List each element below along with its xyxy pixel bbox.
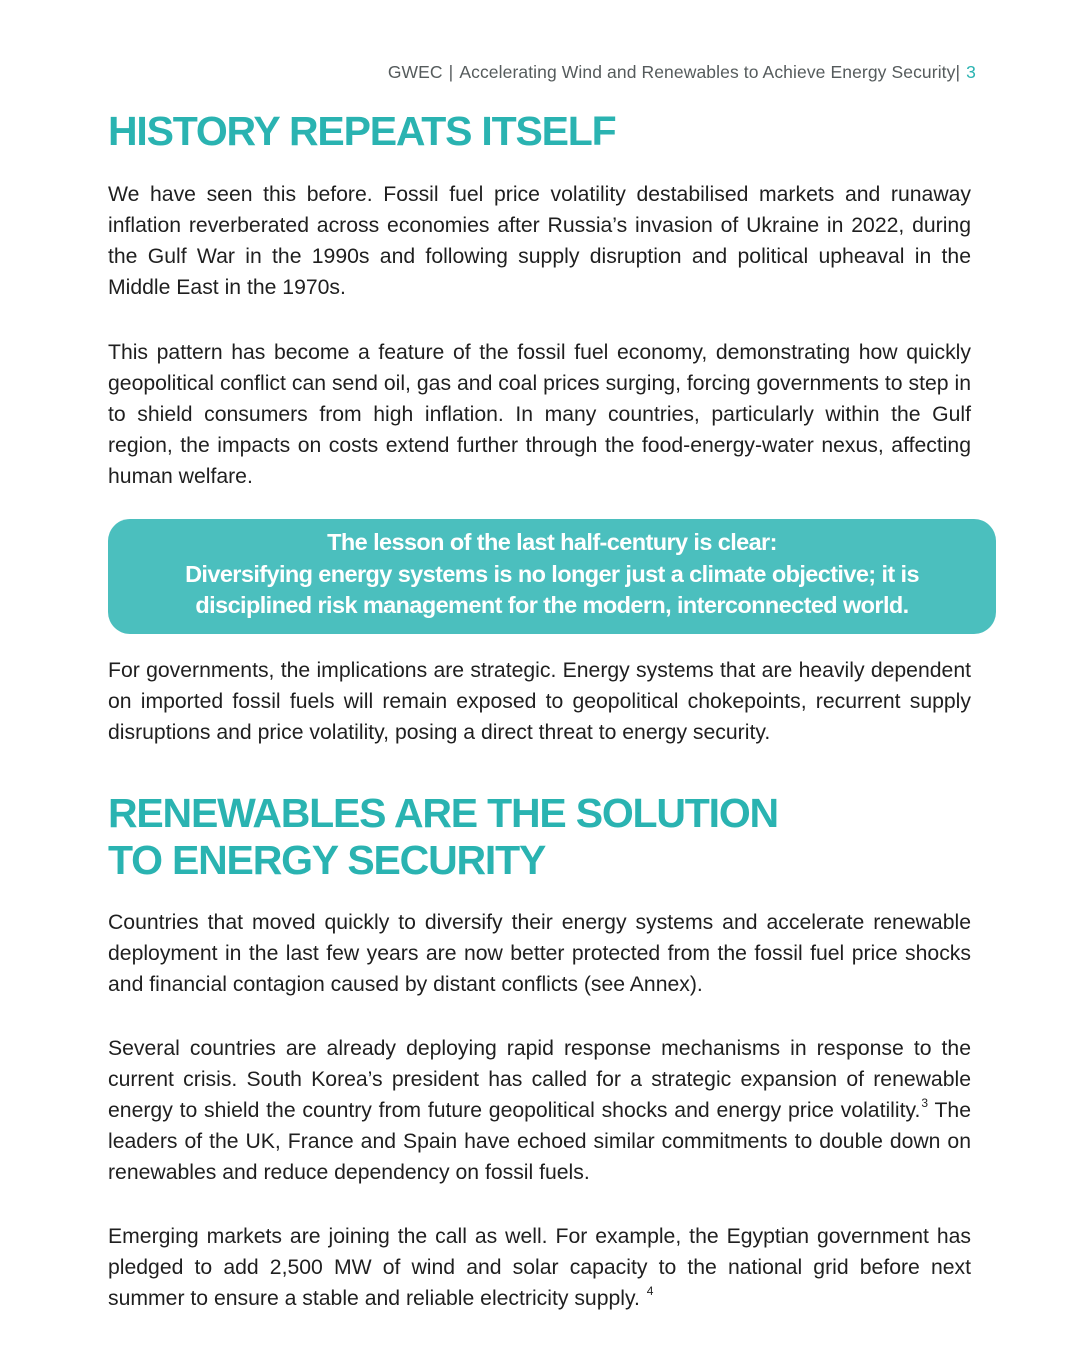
section-history <box>108 108 971 155</box>
implications-paragraph: For governments, the implications are strategic. Energy systems that are heavily dependent on imported fossil fuels will remain exposed to geopolitical chokepoints, recurrent supply disruptions and price volatility, posing a direct threat to energy security. <box>108 659 971 744</box>
section-title-renewables-line-2: TO ENERGY SECURITY <box>108 837 546 883</box>
header-org: GWEC <box>387 62 443 82</box>
renewables-paragraph-3-text: Emerging markets are joining the call as well. For example, the Egyptian government has pledged to add 2,500 MW of wind and solar capacity to the national grid before next summer to ensure a stable and reliable electricity supply. <box>108 1225 971 1310</box>
renewables-paragraph-2-block <box>108 1033 971 1188</box>
callout-line-2: Diversifying energy systems is no longer just a climate objective; it is <box>185 560 919 587</box>
renewables-paragraph-1: Countries that moved quickly to diversify their energy systems and accelerate renewable deployment in the last few years are now better protected from the fossil fuel price shocks and financial contagion caused by distant conflicts (see Annex). <box>108 911 971 996</box>
footnote-ref-4[interactable]: 4 <box>646 1284 654 1298</box>
renewables-paragraph-3 <box>108 1221 971 1314</box>
section-title-renewables <box>108 790 971 884</box>
running-header <box>388 62 976 83</box>
callout-line-1: The lesson of the last half-century is clear: <box>327 529 777 555</box>
implications-paragraph-block <box>108 655 971 748</box>
header-page-separator: | <box>955 62 961 82</box>
renewables-paragraph-2-text-a: Several countries are already deploying rapid response mechanisms in response to the current crisis. South Korea’s president has called for a strategic expansion of renewable energy to shield the country from future geopolitical shocks and energy price volatility. <box>108 1037 971 1122</box>
renewables-paragraph-3-block <box>108 1221 971 1314</box>
history-paragraph-2: This pattern has become a feature of the fossil fuel economy, demonstrating how quickly geopolitical conflict can send oil, gas and coal prices surging, forcing governments to step in to shield consumers from high inflation. In many countries, particularly within the Gulf region, the impacts on costs extend further through the food-energy-water nexus, affecting human welfare. <box>108 341 971 488</box>
section-title-renewables-line-1: RENEWABLES ARE THE SOLUTION <box>108 790 778 836</box>
key-lesson-callout <box>108 519 996 634</box>
renewables-paragraph-2-text-b: The leaders of the UK, France and Spain have echoed similar commitments to double down on renewables and reduce dependency on fossil fuels. <box>108 1099 972 1184</box>
history-paragraph-1: We have seen this before. Fossil fuel price volatility destabilised markets and runaway inflation reverberated across economies after Russia’s invasion of Ukraine in 2022, during the Gulf War in the 1990s and following supply disruption and political upheaval in the Middle East in the 1970s. <box>108 183 971 299</box>
renewables-paragraph-1-block <box>108 907 971 1000</box>
callout-line-3: disciplined risk management for the modern, interconnected world. <box>195 592 909 618</box>
section-renewables <box>108 790 971 884</box>
header-title: Accelerating Wind and Renewables to Achieve Energy Security <box>459 62 956 82</box>
page-number: 3 <box>966 62 976 82</box>
section-title-history: HISTORY REPEATS ITSELF <box>108 108 616 154</box>
header-separator: | <box>448 62 454 82</box>
history-paragraph-2-block <box>108 337 971 492</box>
history-paragraph-1-block <box>108 179 971 303</box>
renewables-paragraph-2 <box>108 1033 971 1188</box>
footnote-ref-3[interactable]: 3 <box>921 1096 929 1110</box>
